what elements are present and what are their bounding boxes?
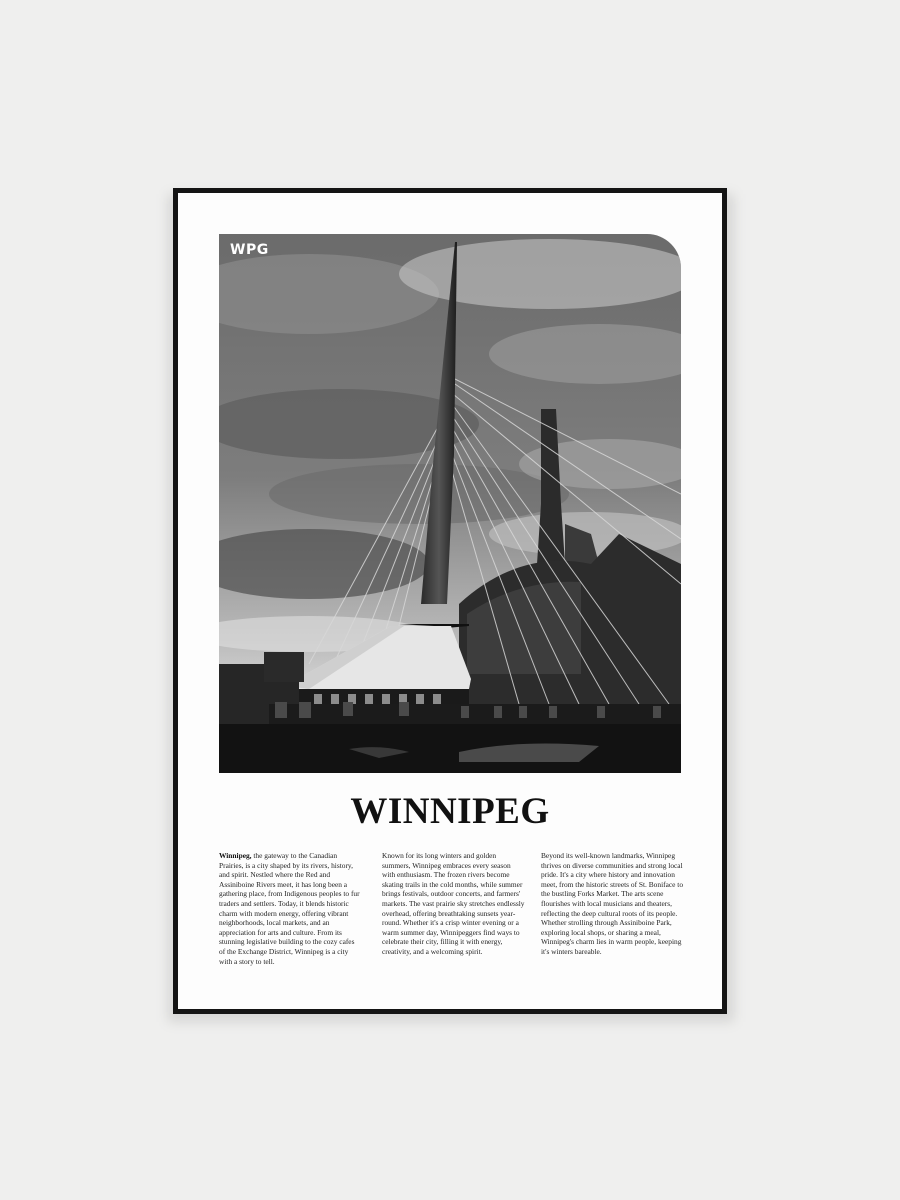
poster-photo	[219, 234, 681, 773]
column-text: the gateway to the Canadian Prairies, is a city shaped by its rivers, history, and spirit. Nestled where the Red and Assiniboine Rivers meet, it has long been a gathering place, from Indigenous peoples to fur traders and settlers. Today, it blends historic charm with modern energy, offering vibrant neighborhoods, local markets, and an appreciation for arts and culture. From its stunning legislative building to the cozy cafes of the Exchange District, Winnipeg is a city with a story to tell.	[219, 851, 360, 966]
text-column-3: Beyond its well-known landmarks, Winnipeg thrives on diverse communities and strong local pride. It's a city where history and innovation meet, from the historic streets of St. Boniface to the bustling Forks Market. The arts scene flourishes with local musicians and theaters, reflecting the deep cultural roots of its people. Whether strolling through Assiniboine Park, exploring local shops, or sharing a meal, Winnipeg's charm lies in warm people, keeping it's winters bareable.	[541, 851, 684, 956]
poster-title: WINNIPEG	[350, 791, 550, 832]
column-lead-word: Winnipeg,	[219, 851, 252, 860]
text-column-2: Known for its long winters and golden summers, Winnipeg embraces every season with enthusiasm. The frozen rivers become skating trails in the cold months, while summer brings festivals, outdoor concerts, and farmers' markets. The vast prairie sky stretches endlessly overhead, offering breathtaking sunsets year-round. Whether it's a crisp winter evening or a warm summer day, Winnipeggers find ways to celebrate their city, filling it with energy, creativity, and a welcoming spirit.	[382, 851, 525, 956]
city-code-badge: WPG	[230, 242, 269, 258]
text-column-1	[219, 851, 362, 966]
